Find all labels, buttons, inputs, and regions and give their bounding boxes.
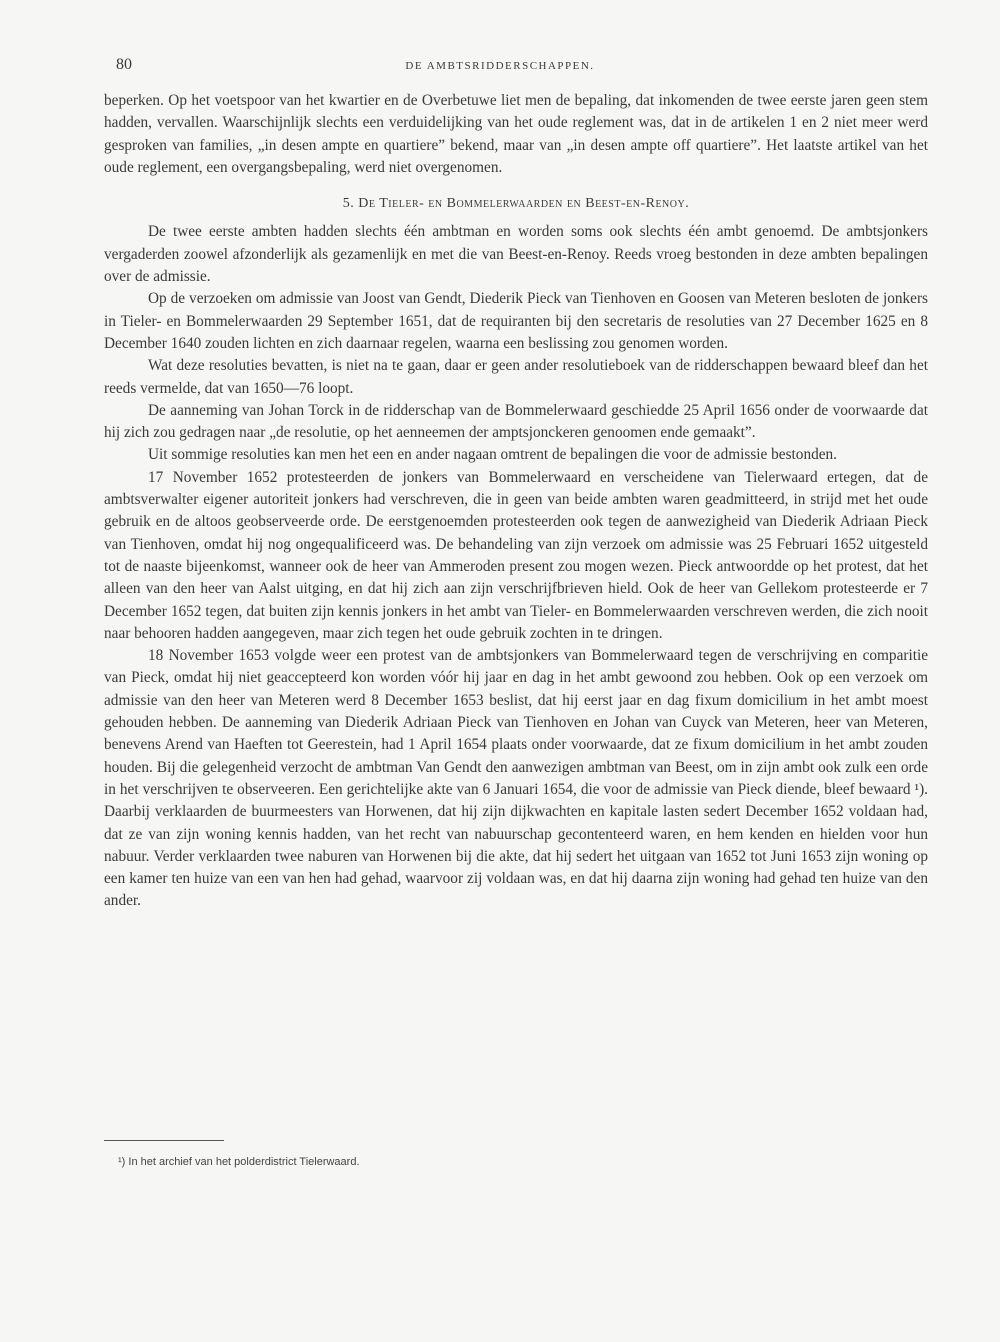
paragraph: De aanneming van Johan Torck in de ridderschap van de Bommelerwaard geschiedde 25 April 1656 onder de voorwaarde dat hij zich zou gedragen naar „de resolutie, op het aenneemen der amptsjonckeren genoomen ende gemaakt”. (104, 401, 928, 442)
paragraph: Uit sommige resoluties kan men het een en ander nagaan omtrent de bepalingen die voor de admissie bestonden. (148, 446, 838, 464)
paragraph-continuation: beperken. Op het voetspoor van het kwartier en de Overbetuwe liet men de bepaling, dat inkomenden de twee eerste jaren geen stem hadden, vervallen. Waarschijnlijk slechts een verduidelijking van het oude reglement was, dat in de artikelen 1 en 2 niet meer werd gesproken van families, „in desen ampte en quartiere” bekend, maar van „in desen ampte off quartiere”. Het laatste artikel van het oude reglement, een overgangsbepaling, werd niet overgenomen. (104, 92, 928, 176)
section-heading: 5. De Tieler- en Bommelerwaarden en Beest-en-Renoy. (342, 196, 690, 212)
page-number: 80 (116, 56, 132, 73)
paragraph: 18 November 1653 volgde weer een protest van de ambtsjonkers van Bommelerwaard tegen de verschrijving en comparitie van Pieck, omdat hij niet geaccepteerd kon worden vóór hij jaar en dag in het ambt gewoond zou hebben. Ook op een verzoek om admissie van den heer van Meteren werd 8 December 1653 beslist, dat hij eerst jaar en dag fixum domicilium in het ambt moest gehouden hebben. De aanneming van Diederik Adriaan Pieck van Tienhoven en Johan van Cuyck van Meteren, heer van Meteren, benevens Arend van Haeften tot Geerestein, had 1 April 1654 plaats onder voorwaarde, dat ze fixum domicilium in het ambt zouden houden. Bij die gelegenheid verzocht de ambtman Van Gendt den aanwezigen ambtman van Beest, om in zijn ambt ook zulk een orde in het verschrijven te observeeren. Een gerichtelijke akte van 6 Januari 1654, die voor de admissie van Pieck diende, bleef bewaard ¹). Daarbij verklaarden de buurmeesters van Horwenen, dat hij zijn dijkwachten en kapitale lasten sedert December 1652 voldaan had, dat ze van zijn woning kennis hadden, van het recht van nabuurschap gecontenteerd waren, en hem kenden en hielden voor hun nabuur. Verder verklaarden twee naburen van Horwenen bij die akte, dat hij sedert het uitgaan van 1652 tot Juni 1653 zijn woning op een kamer ten huize van een van hen had gehad, waarvoor zij voldaan was, en dat hij daarna zijn woning had gehad ten huize van den ander. (104, 647, 928, 910)
footnote: ¹) In het archief van het polderdistrict Tielerwaard. (118, 1156, 360, 1168)
footnote-divider (104, 1140, 224, 1141)
body-text (104, 90, 928, 913)
running-title: DE AMBTSRIDDERSCHAPPEN. (405, 60, 595, 72)
running-head (0, 56, 1000, 76)
paragraph: Wat deze resoluties bevatten, is niet na te gaan, daar er geen ander resolutieboek van de ridderschappen bewaard bleef dan het reeds vermelde, dat van 1650—76 loopt. (104, 357, 928, 397)
paragraph: De twee eerste ambten hadden slechts één ambtman en worden soms ook slechts één ambt genoemd. De ambtsjonkers vergaderden zoowel afzonderlijk als gezamenlijk en met die van Beest-en-Renoy. Reeds vroeg bestonden in deze ambten bepalingen over de admissie. (104, 223, 928, 286)
paragraph: Op de verzoeken om admissie van Joost van Gendt, Diederik Pieck van Tienhoven en Goosen van Meteren besloten de jonkers in Tieler- en Bommelerwaarden 29 September 1651, dat de requiranten bij den secretaris de resoluties van 27 December 1625 en 8 December 1640 zouden lichten en zich daarnaar regelen, waarna een beslissing zou genomen worden. (104, 290, 928, 352)
paragraph: 17 November 1652 protesteerden de jonkers van Bommelerwaard en verscheidene van Tielerwaard ertegen, dat de ambtsverwalter eigener autoriteit jonkers had verschreven, die in geen van beide ambten waren geadmitteerd, in strijd met het oude gebruik en de altoos geobserveerde orde. De eerstgenoemden protesteerden ook tegen de aanwezigheid van Diederik Adriaan Pieck van Tienhoven, omdat hij nog ongequalificeerd was. De behandeling van zijn verzoek om admissie was 25 Februari 1652 uitgesteld tot de naaste bijeenkomst, wanneer ook de heer van Ammeroden present zou mogen wezen. Pieck antwoordde op het protest, dat het alleen van den heer van Aalst uitging, en dat hij zich aan zijn verschrijfbrieven hield. Ook de heer van Gellekom protesteerde er 7 December 1652 tegen, dat buiten zijn kennis jonkers in het ambt van Tieler- en Bommelerwaarden verschreven werden, die zich nooit naar behooren hadden aangegeven, maar zich tegen het oude gebruik zochten in te dringen. (104, 468, 928, 642)
